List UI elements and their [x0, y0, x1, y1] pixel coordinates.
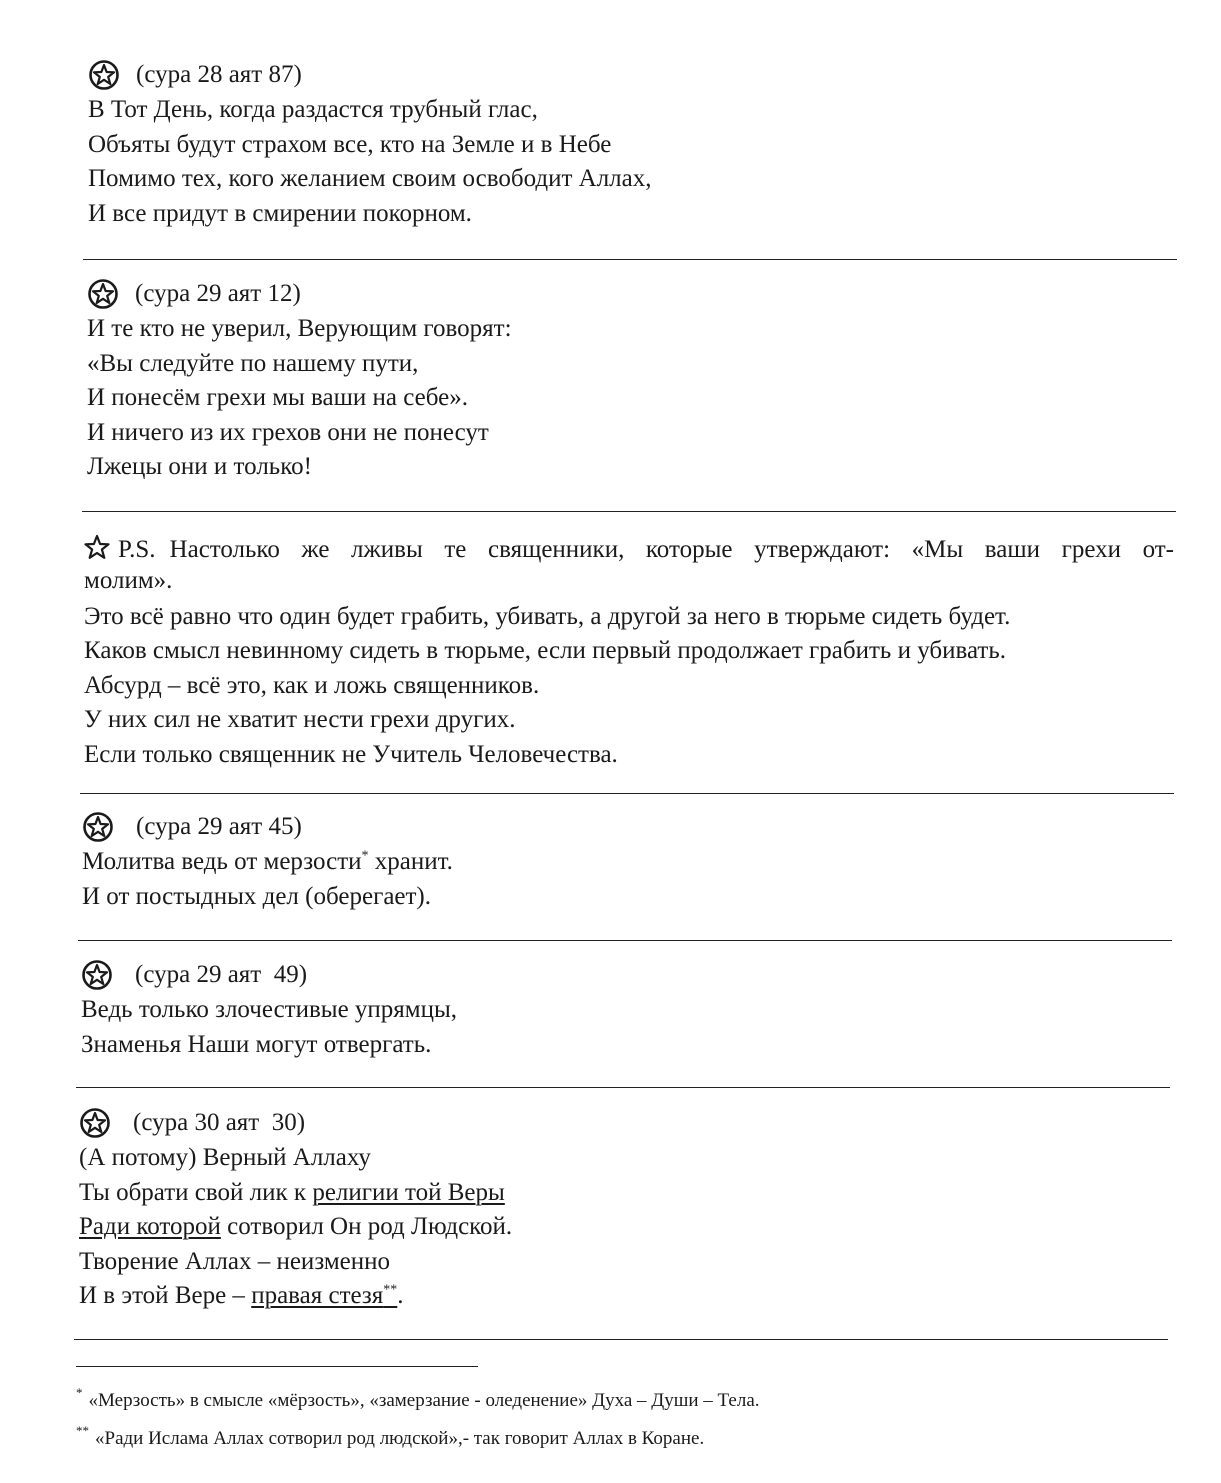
circled-star-icon [87, 278, 119, 310]
section-divider [83, 259, 1177, 260]
verse-line: Ведь только злочестивые упрямцы, [81, 996, 458, 1023]
circled-star-icon [82, 811, 114, 843]
verse-line: (А потому) Верный Аллаху [79, 1144, 371, 1171]
verse-line: «Вы следуйте по нашему пути, [87, 349, 419, 377]
verse-reference: (сура 30 аят 30) [133, 1108, 306, 1136]
ps-section [84, 533, 1174, 772]
section-divider [82, 511, 1176, 512]
verse-line: Объяты будут страхом все, кто на Земле и в Небе [88, 130, 612, 158]
verse-heading [81, 957, 457, 993]
section-divider [76, 1087, 1170, 1088]
verse-reference: (сура 29 аят 45) [136, 812, 302, 840]
verse-line: Лжецы они и только! [87, 453, 312, 480]
footnote [76, 1416, 760, 1454]
footnote-mark: ** [76, 1423, 89, 1438]
verse-heading [79, 1105, 512, 1141]
underlined-text: религии той Веры [312, 1178, 505, 1206]
footnotes [76, 1378, 760, 1454]
section-divider [78, 940, 1172, 941]
footnote-rule [76, 1366, 478, 1367]
footnote-text: «Ради Ислама Аллах сотворил род людской»,- так говорит Аллах в Коране. [95, 1428, 705, 1449]
verse-section-29-49 [81, 957, 457, 1062]
underlined-text [251, 1282, 397, 1309]
verse-text: Молитва ведь от мерзости [82, 848, 362, 875]
ps-line: У них сил не хватит нести грехи других. [84, 706, 516, 733]
verse-text: хранит. [368, 848, 453, 875]
verse-line: И все придут в смирении покорном. [88, 199, 472, 227]
verse-section-28-87 [88, 57, 652, 231]
verse-section-29-12 [87, 276, 512, 485]
footnote-mark: * [76, 1385, 83, 1400]
verse-text: Ты обрати свой лик к [79, 1178, 313, 1206]
circled-star-icon [79, 1107, 111, 1139]
verse-line: Творение Аллах – неизменно [79, 1247, 391, 1275]
section-divider [80, 793, 1174, 794]
verse-line: Знаменья Наши могут отвергать. [81, 1030, 432, 1058]
verse-line [79, 1210, 512, 1245]
verse-section-29-45 [82, 809, 453, 914]
ps-continuation: молим». [84, 566, 173, 594]
verse-text: сотворил Он род Людской. [220, 1213, 513, 1240]
ps-text: Настолько же лживы те священники, которые утверждают: «Мы ваши грехи от- [169, 536, 1174, 563]
ps-line: Если только священник не Учитель Человечества. [84, 740, 618, 768]
footnote-marker: ** [383, 1282, 398, 1298]
ps-line: Абсурд – всё это, как и ложь священников. [84, 671, 540, 699]
verse-section-30-30 [79, 1105, 512, 1314]
ps-label: P.S. [118, 536, 156, 563]
ps-line: Это всё равно что один будет грабить, убивать, а другой за него в тюрьме сидеть будет. [84, 602, 1011, 630]
verse-line [82, 845, 453, 880]
verse-heading [88, 57, 652, 93]
verse-line: И понесём грехи мы ваши на себе». [87, 384, 468, 411]
footnote [76, 1378, 760, 1416]
verse-heading [82, 809, 453, 845]
footnote-text: «Мерзость» в смысле «мёрзость», «замерзание - оледенение» Духа – Души – Тела. [88, 1390, 760, 1411]
footnote-marker: * [361, 848, 369, 864]
verse-line: И от постыдных дел (оберегает). [82, 882, 432, 910]
star-outline-icon [84, 534, 110, 560]
underlined-text: Ради которой [79, 1213, 221, 1240]
verse-text: И в этой Вере – [79, 1282, 252, 1309]
verse-line: И ничего из их грехов они не понесут [87, 418, 489, 446]
verse-reference: (сура 29 аят 49) [135, 960, 308, 988]
underlined-phrase: правая стезя [251, 1282, 384, 1309]
verse-line: В Тот День, когда раздастся трубный глас, [88, 96, 538, 123]
circled-star-icon [88, 59, 120, 91]
verse-line [79, 1279, 512, 1314]
ps-line: Каков смысл невинному сидеть в тюрьме, если первый продолжает грабить и убивать. [84, 637, 1006, 664]
verse-reference: (сура 29 аят 12) [135, 279, 301, 307]
verse-reference: (сура 28 аят 87) [136, 60, 302, 88]
verse-line: И те кто не уверил, Верующим говорят: [87, 315, 512, 342]
circled-star-icon [81, 959, 113, 991]
verse-line [79, 1176, 512, 1211]
ps-paragraph [84, 533, 1174, 568]
verse-heading [87, 276, 512, 312]
verse-text: . [397, 1282, 404, 1309]
section-divider [74, 1339, 1168, 1340]
verse-line: Помимо тех, кого желанием своим освободит Аллах, [88, 165, 652, 192]
